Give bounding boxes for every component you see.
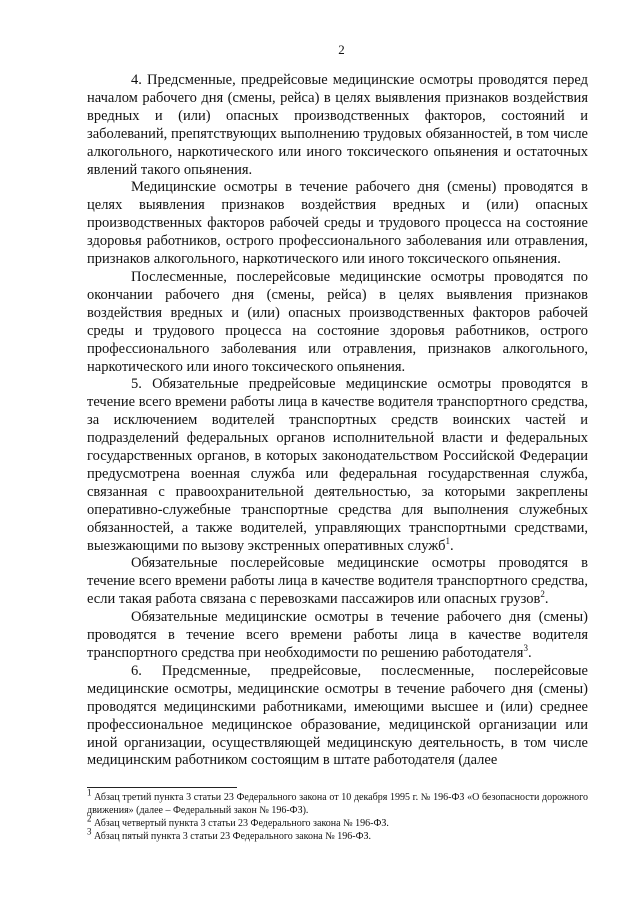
paragraph-4-2: Медицинские осмотры в течение рабочего дня (смены) проводятся в целях выявления признаков воздействия вредных и (или) опасных производственных факторов рабочей среды и трудового процесса на состояние здоровья работников, острого профессионального заболевания или отравления, признаков алкогольного, наркотического или иного токсического опьянения.: [87, 179, 588, 268]
footnote-ref-2[interactable]: 2: [540, 589, 545, 600]
footnote-3: $^3$ Абзац пятый пункта 3 статьи 23 Федерального закона № 196-ФЗ.: [87, 827, 372, 843]
footnote-number: 2: [87, 814, 92, 825]
document-body: [87, 72, 588, 770]
paragraph-6: 6. Предсменные, предрейсовые, послесменные, послерейсовые медицинские осмотры, медицинские осмотры в течение рабочего дня (смены) проводятся медицинскими работниками, имеющими высшее и (или) среднее профессиональное медицинское образование, медицинской организации или иной организации, осуществляющей медицинскую деятельность, в том числе медицинским работником состоящим в штате работодателя (далее: [87, 662, 588, 769]
footnotes: [87, 788, 588, 843]
footnote-2: $^2$ Абзац четвертый пункта 3 статьи 23 Федерального закона № 196-ФЗ.: [87, 814, 389, 830]
footnote-ref-3[interactable]: 3: [523, 643, 528, 654]
page-number: 2: [338, 42, 345, 57]
footnote-number: 1: [87, 788, 92, 799]
paragraph-5-3: Обязательные медицинские осмотры в течение рабочего дня (смены) проводятся в течение всего времени работы лица в качестве водителя транспортного средства при необходимости по решению работодателя$^3$.: [87, 609, 588, 661]
footnote-ref-1[interactable]: 1: [445, 535, 450, 546]
paragraph-5-2: Обязательные послерейсовые медицинские осмотры проводятся в течение всего времени работы лица в качестве водителя транспортного средства, если такая работа связана с перевозками пассажиров или опасных грузов$^2$.: [87, 555, 588, 608]
footnote-divider: [87, 787, 237, 788]
footnote-1: $^1$ Абзац третий пункта 3 статьи 23 Федерального закона от 10 декабря 1995 г. № 196-ФЗ «О безопасности дорожного движения» (далее – Федеральный закон № 196-ФЗ).: [87, 788, 588, 817]
paragraph-4-3: Послесменные, послерейсовые медицинские осмотры проводятся по окончании рабочего дня (смены, рейса) в целях выявления признаков воздействия вредных и (или) опасных производственных факторов рабочей среды и трудового процесса на состояние здоровья работников, острого профессионального заболевания или отравления, признаков алкогольного, наркотического или иного токсического опьянения.: [87, 268, 588, 375]
paragraph-5: 5. Обязательные предрейсовые медицинские осмотры проводятся в течение всего времени работы лица в качестве водителя транспортного средства, за исключением водителей транспортных средств воинских частей и подразделений федеральных органов исполнительной власти и федеральных государственных органов, в которых законодательством Российской Федерации предусмотрена военная служба или федеральная государственная служба, связанная с правоохранительной деятельностью, за которыми закреплены оперативно-служебные транспортные средства для выполнения служебных обязанностей, а также водителей, управляющих транспортными средствами, выезжающими по вызову экстренных оперативных служб$^1$.: [87, 376, 588, 554]
paragraph-4: 4. Предсменные, предрейсовые медицинские осмотры проводятся перед началом рабочего дня (смены, рейса) в целях выявления признаков воздействия вредных и (или) опасных производственных факторов, состояний и заболеваний, препятствующих выполнению трудовых обязанностей, в том числе алкогольного, наркотического или иного токсического опьянения и остаточных явлений такого опьянения.: [87, 72, 588, 178]
footnote-number: 3: [87, 827, 92, 838]
